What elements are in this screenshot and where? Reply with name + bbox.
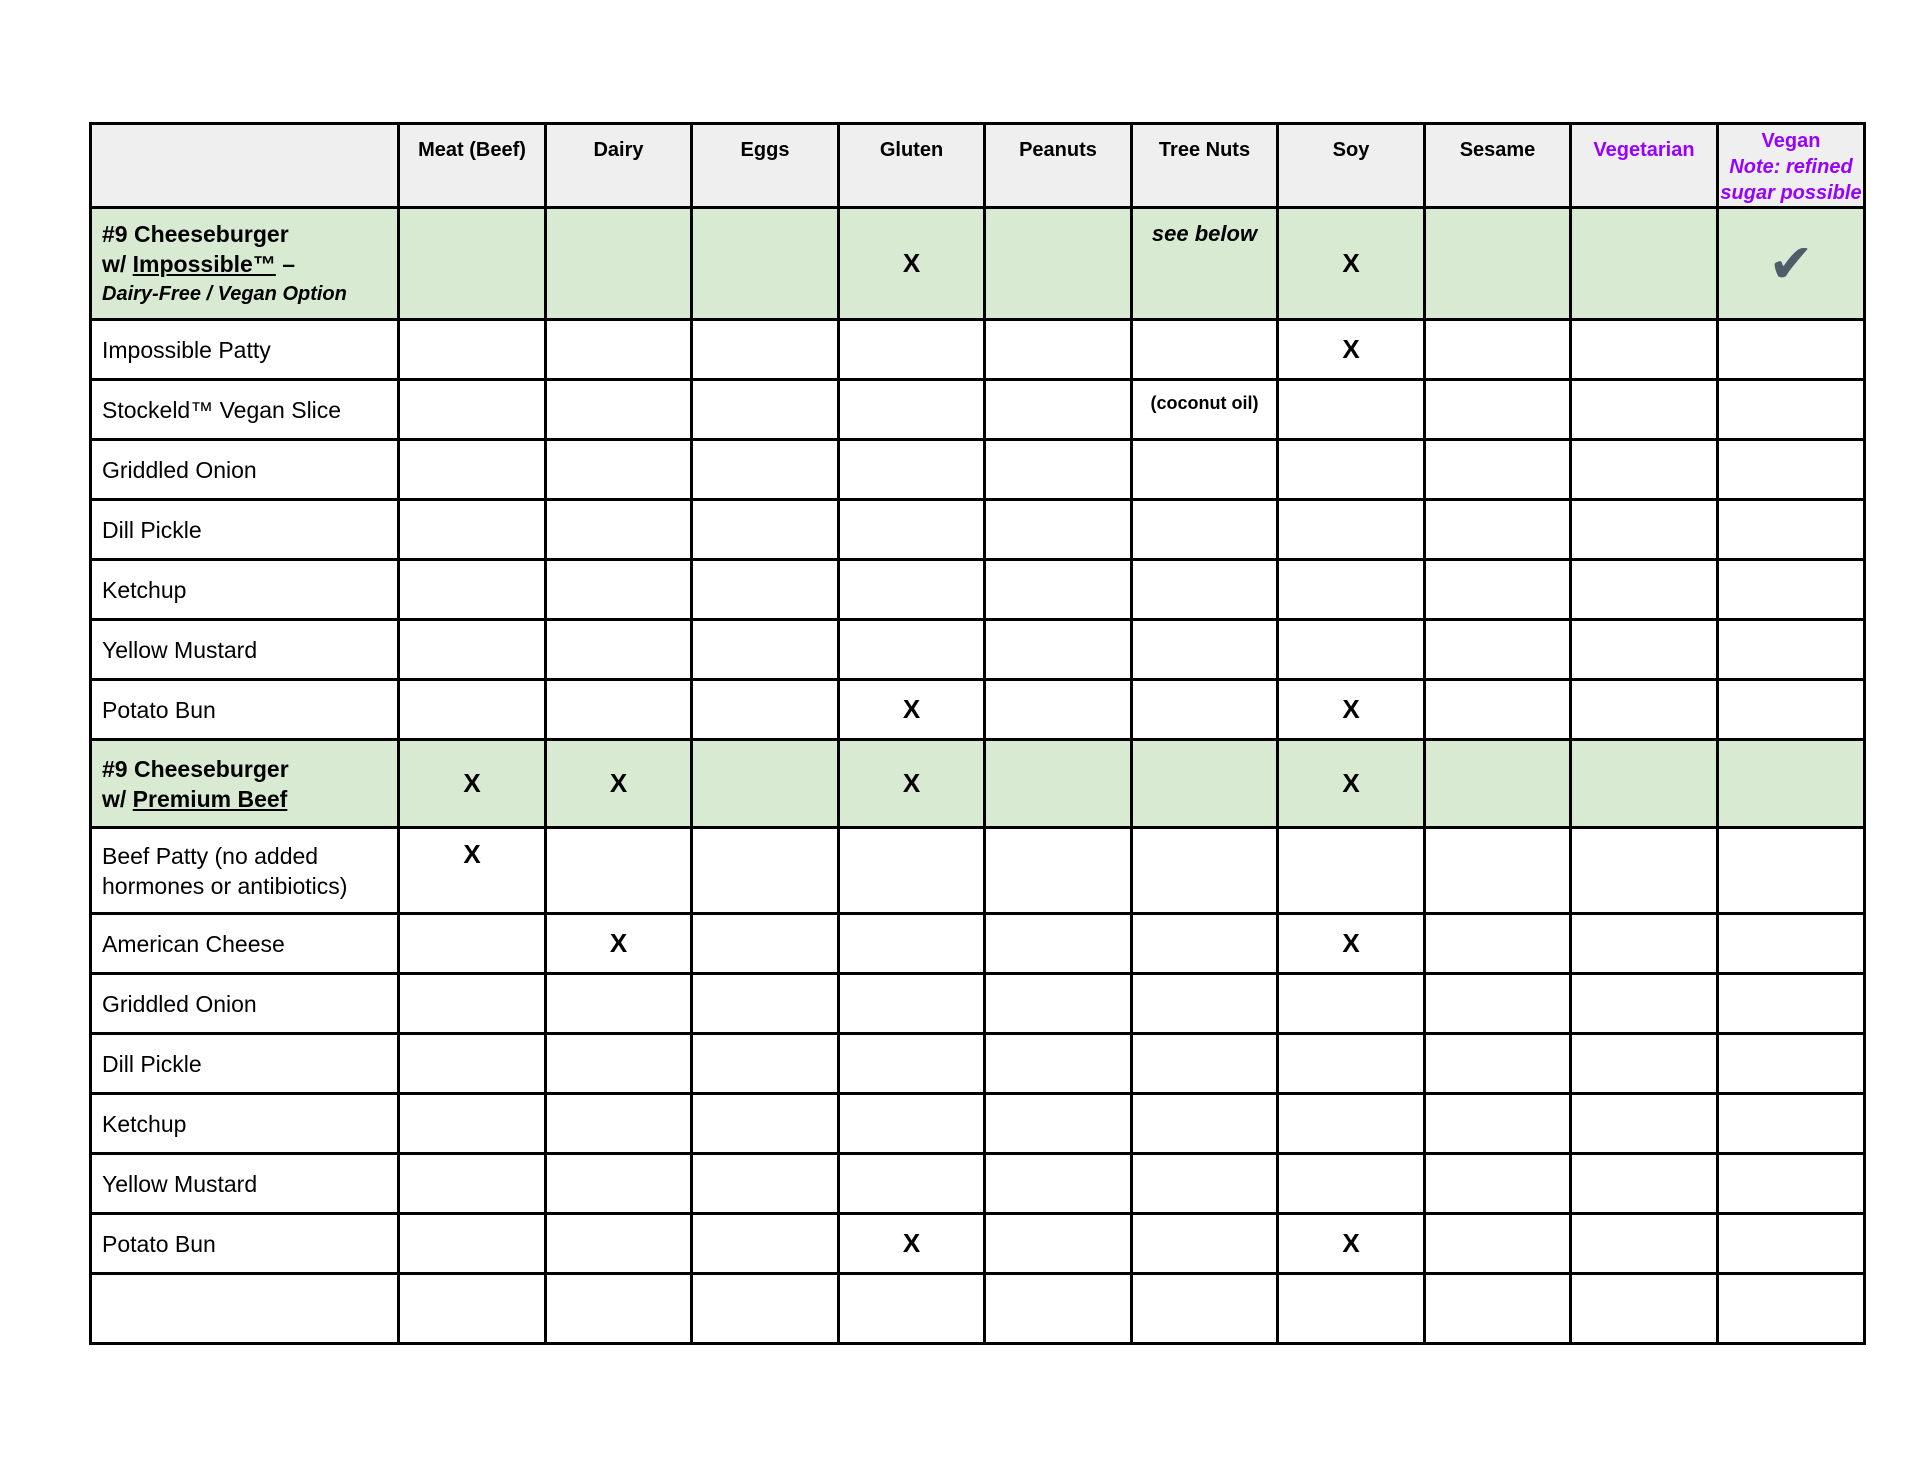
cell-vegan bbox=[1718, 208, 1865, 320]
item-name: Ketchup bbox=[91, 560, 399, 620]
cell-sesame bbox=[1425, 1154, 1571, 1214]
cell-meat bbox=[399, 1214, 546, 1274]
item-name: Dill Pickle bbox=[91, 500, 399, 560]
item-name: Griddled Onion bbox=[91, 974, 399, 1034]
item-name: Dill Pickle bbox=[91, 1034, 399, 1094]
cell-vegetarian bbox=[1571, 680, 1718, 740]
header-tree-nuts: Tree Nuts bbox=[1132, 124, 1278, 208]
cell-peanuts bbox=[985, 974, 1132, 1034]
header-vegan-label: Vegan bbox=[1761, 130, 1821, 152]
cell-soy bbox=[1278, 1094, 1425, 1154]
cell-eggs bbox=[692, 1034, 839, 1094]
cell-sesame bbox=[1425, 974, 1571, 1034]
cell-dairy bbox=[546, 680, 692, 740]
item-row bbox=[91, 380, 1865, 440]
cell-dairy bbox=[546, 500, 692, 560]
cell-eggs bbox=[692, 440, 839, 500]
group-title bbox=[91, 740, 399, 828]
empty-cell bbox=[985, 1274, 1132, 1344]
item-name: Beef Patty (no added hormones or antibiotics) bbox=[91, 828, 399, 914]
cell-tree-nuts bbox=[1132, 320, 1278, 380]
cell-peanuts bbox=[985, 440, 1132, 500]
cell-meat: X bbox=[399, 828, 546, 914]
cell-sesame bbox=[1425, 1214, 1571, 1274]
header-eggs: Eggs bbox=[692, 124, 839, 208]
group-title bbox=[91, 208, 399, 320]
cell-meat bbox=[399, 1154, 546, 1214]
item-name: Potato Bun bbox=[91, 1214, 399, 1274]
cell-soy bbox=[1278, 560, 1425, 620]
cell-dairy bbox=[546, 1094, 692, 1154]
cell-meat bbox=[399, 680, 546, 740]
empty-row bbox=[91, 1274, 1865, 1344]
cell-vegetarian bbox=[1571, 620, 1718, 680]
cell-peanuts bbox=[985, 1214, 1132, 1274]
cell-vegetarian bbox=[1571, 974, 1718, 1034]
cell-gluten: X bbox=[839, 208, 985, 320]
cell-tree-nuts bbox=[1132, 1034, 1278, 1094]
cell-meat bbox=[399, 320, 546, 380]
header-blank bbox=[91, 124, 399, 208]
cell-eggs bbox=[692, 740, 839, 828]
empty-cell bbox=[546, 1274, 692, 1344]
header-vegan-note: Note: refined sugar possible bbox=[1720, 156, 1862, 204]
cell-dairy bbox=[546, 440, 692, 500]
empty-cell bbox=[1425, 1274, 1571, 1344]
cell-tree-nuts bbox=[1132, 1154, 1278, 1214]
item-row bbox=[91, 1094, 1865, 1154]
cell-tree-nuts bbox=[1132, 680, 1278, 740]
cell-eggs bbox=[692, 1154, 839, 1214]
cell-peanuts bbox=[985, 914, 1132, 974]
cell-soy: X bbox=[1278, 320, 1425, 380]
cell-gluten bbox=[839, 560, 985, 620]
cell-soy bbox=[1278, 500, 1425, 560]
cell-eggs bbox=[692, 680, 839, 740]
item-row bbox=[91, 828, 1865, 914]
cell-eggs bbox=[692, 560, 839, 620]
cell-eggs bbox=[692, 828, 839, 914]
item-name: Yellow Mustard bbox=[91, 1154, 399, 1214]
cell-vegan bbox=[1718, 1214, 1865, 1274]
cell-eggs bbox=[692, 1094, 839, 1154]
cell-meat bbox=[399, 914, 546, 974]
check-icon: ✔ bbox=[1768, 233, 1814, 294]
item-name: American Cheese bbox=[91, 914, 399, 974]
cell-sesame bbox=[1425, 380, 1571, 440]
cell-peanuts bbox=[985, 500, 1132, 560]
allergen-table bbox=[89, 122, 1866, 1345]
cell-dairy bbox=[546, 974, 692, 1034]
cell-vegetarian bbox=[1571, 914, 1718, 974]
cell-peanuts bbox=[985, 560, 1132, 620]
cell-gluten bbox=[839, 320, 985, 380]
header-soy: Soy bbox=[1278, 124, 1425, 208]
cell-tree-nuts bbox=[1132, 974, 1278, 1034]
empty-cell bbox=[692, 1274, 839, 1344]
cell-gluten bbox=[839, 974, 985, 1034]
cell-peanuts bbox=[985, 1034, 1132, 1094]
cell-meat bbox=[399, 1094, 546, 1154]
cell-meat bbox=[399, 208, 546, 320]
cell-meat bbox=[399, 560, 546, 620]
cell-vegetarian bbox=[1571, 440, 1718, 500]
cell-soy bbox=[1278, 974, 1425, 1034]
item-row bbox=[91, 320, 1865, 380]
cell-meat bbox=[399, 620, 546, 680]
item-name: Impossible Patty bbox=[91, 320, 399, 380]
item-row bbox=[91, 1034, 1865, 1094]
cell-vegan bbox=[1718, 914, 1865, 974]
cell-gluten bbox=[839, 1034, 985, 1094]
cell-sesame bbox=[1425, 208, 1571, 320]
header-meat-beef: Meat (Beef) bbox=[399, 124, 546, 208]
group-title-line1: #9 Cheeseburger bbox=[102, 755, 289, 782]
item-name: Stockeld™ Vegan Slice bbox=[91, 380, 399, 440]
cell-gluten bbox=[839, 500, 985, 560]
cell-dairy bbox=[546, 828, 692, 914]
cell-gluten bbox=[839, 1094, 985, 1154]
cell-vegetarian bbox=[1571, 828, 1718, 914]
cell-soy bbox=[1278, 1154, 1425, 1214]
group-row bbox=[91, 208, 1865, 320]
cell-vegetarian bbox=[1571, 560, 1718, 620]
item-row bbox=[91, 974, 1865, 1034]
cell-dairy bbox=[546, 1034, 692, 1094]
cell-soy bbox=[1278, 380, 1425, 440]
cell-vegan bbox=[1718, 320, 1865, 380]
item-name: Potato Bun bbox=[91, 680, 399, 740]
cell-eggs bbox=[692, 380, 839, 440]
empty-cell bbox=[399, 1274, 546, 1344]
cell-sesame bbox=[1425, 1034, 1571, 1094]
group-title-suffix: – bbox=[275, 250, 296, 277]
group-title-line2 bbox=[102, 784, 387, 814]
cell-soy: X bbox=[1278, 914, 1425, 974]
cell-vegetarian bbox=[1571, 380, 1718, 440]
cell-soy: X bbox=[1278, 680, 1425, 740]
cell-peanuts bbox=[985, 208, 1132, 320]
empty-cell bbox=[1718, 1274, 1865, 1344]
cell-vegetarian bbox=[1571, 1034, 1718, 1094]
cell-tree-nuts bbox=[1132, 1214, 1278, 1274]
cell-meat bbox=[399, 500, 546, 560]
cell-vegetarian bbox=[1571, 1214, 1718, 1274]
group-title-line2 bbox=[102, 249, 387, 279]
cell-peanuts bbox=[985, 320, 1132, 380]
cell-sesame bbox=[1425, 620, 1571, 680]
table-body bbox=[91, 208, 1865, 1344]
item-name: Yellow Mustard bbox=[91, 620, 399, 680]
group-title-prefix: w/ bbox=[102, 785, 133, 812]
cell-dairy: X bbox=[546, 740, 692, 828]
item-row bbox=[91, 500, 1865, 560]
cell-vegan bbox=[1718, 1154, 1865, 1214]
cell-eggs bbox=[692, 974, 839, 1034]
cell-eggs bbox=[692, 1214, 839, 1274]
cell-sesame bbox=[1425, 500, 1571, 560]
group-title-prefix: w/ bbox=[102, 250, 133, 277]
item-row bbox=[91, 1154, 1865, 1214]
cell-peanuts bbox=[985, 740, 1132, 828]
header-row bbox=[91, 124, 1865, 208]
cell-sesame bbox=[1425, 560, 1571, 620]
header-vegan bbox=[1718, 124, 1865, 208]
cell-gluten bbox=[839, 620, 985, 680]
cell-peanuts bbox=[985, 1154, 1132, 1214]
cell-vegan bbox=[1718, 680, 1865, 740]
cell-soy bbox=[1278, 620, 1425, 680]
cell-gluten bbox=[839, 828, 985, 914]
cell-vegan bbox=[1718, 620, 1865, 680]
cell-gluten bbox=[839, 1154, 985, 1214]
cell-sesame bbox=[1425, 740, 1571, 828]
cell-soy bbox=[1278, 828, 1425, 914]
cell-meat bbox=[399, 380, 546, 440]
cell-gluten: X bbox=[839, 740, 985, 828]
empty-cell bbox=[1571, 1274, 1718, 1344]
item-name: Ketchup bbox=[91, 1094, 399, 1154]
header-gluten: Gluten bbox=[839, 124, 985, 208]
cell-vegan bbox=[1718, 740, 1865, 828]
header-peanuts: Peanuts bbox=[985, 124, 1132, 208]
cell-dairy: X bbox=[546, 914, 692, 974]
cell-peanuts bbox=[985, 828, 1132, 914]
cell-eggs bbox=[692, 500, 839, 560]
cell-gluten bbox=[839, 914, 985, 974]
cell-gluten bbox=[839, 440, 985, 500]
item-name: Griddled Onion bbox=[91, 440, 399, 500]
empty-cell bbox=[91, 1274, 399, 1344]
cell-peanuts bbox=[985, 680, 1132, 740]
cell-vegetarian bbox=[1571, 1094, 1718, 1154]
item-row bbox=[91, 620, 1865, 680]
cell-dairy bbox=[546, 620, 692, 680]
empty-cell bbox=[1132, 1274, 1278, 1344]
item-row bbox=[91, 1214, 1865, 1274]
cell-meat bbox=[399, 974, 546, 1034]
cell-vegan bbox=[1718, 828, 1865, 914]
cell-tree-nuts bbox=[1132, 828, 1278, 914]
cell-gluten: X bbox=[839, 1214, 985, 1274]
cell-vegan bbox=[1718, 1094, 1865, 1154]
cell-dairy bbox=[546, 1154, 692, 1214]
cell-vegan bbox=[1718, 560, 1865, 620]
cell-gluten bbox=[839, 380, 985, 440]
cell-soy: X bbox=[1278, 740, 1425, 828]
group-title-line1: #9 Cheeseburger bbox=[102, 220, 289, 247]
cell-tree-nuts bbox=[1132, 1094, 1278, 1154]
cell-gluten: X bbox=[839, 680, 985, 740]
cell-tree-nuts bbox=[1132, 440, 1278, 500]
cell-tree-nuts: (coconut oil) bbox=[1132, 380, 1278, 440]
cell-vegan bbox=[1718, 500, 1865, 560]
cell-meat: X bbox=[399, 740, 546, 828]
cell-dairy bbox=[546, 208, 692, 320]
empty-cell bbox=[839, 1274, 985, 1344]
cell-sesame bbox=[1425, 680, 1571, 740]
cell-eggs bbox=[692, 208, 839, 320]
header-sesame: Sesame bbox=[1425, 124, 1571, 208]
cell-meat bbox=[399, 440, 546, 500]
group-title-underlined: Impossible™ bbox=[132, 250, 276, 277]
cell-tree-nuts bbox=[1132, 620, 1278, 680]
header-dairy: Dairy bbox=[546, 124, 692, 208]
cell-peanuts bbox=[985, 380, 1132, 440]
cell-vegan bbox=[1718, 440, 1865, 500]
cell-vegan bbox=[1718, 1034, 1865, 1094]
cell-soy bbox=[1278, 1034, 1425, 1094]
cell-meat bbox=[399, 1034, 546, 1094]
cell-tree-nuts: see below bbox=[1132, 208, 1278, 320]
cell-sesame bbox=[1425, 440, 1571, 500]
cell-peanuts bbox=[985, 1094, 1132, 1154]
cell-tree-nuts bbox=[1132, 914, 1278, 974]
group-title-underlined: Premium Beef bbox=[132, 785, 288, 812]
cell-sesame bbox=[1425, 320, 1571, 380]
cell-sesame bbox=[1425, 914, 1571, 974]
cell-soy: X bbox=[1278, 1214, 1425, 1274]
cell-vegan bbox=[1718, 974, 1865, 1034]
cell-sesame bbox=[1425, 828, 1571, 914]
group-row bbox=[91, 740, 1865, 828]
cell-eggs bbox=[692, 320, 839, 380]
cell-peanuts bbox=[985, 620, 1132, 680]
cell-tree-nuts bbox=[1132, 740, 1278, 828]
cell-dairy bbox=[546, 380, 692, 440]
cell-vegan bbox=[1718, 380, 1865, 440]
cell-tree-nuts bbox=[1132, 500, 1278, 560]
cell-vegetarian bbox=[1571, 208, 1718, 320]
cell-eggs bbox=[692, 620, 839, 680]
cell-sesame bbox=[1425, 1094, 1571, 1154]
item-row bbox=[91, 914, 1865, 974]
empty-cell bbox=[1278, 1274, 1425, 1344]
cell-eggs bbox=[692, 914, 839, 974]
cell-vegetarian bbox=[1571, 500, 1718, 560]
cell-vegetarian bbox=[1571, 320, 1718, 380]
item-row bbox=[91, 680, 1865, 740]
item-row bbox=[91, 560, 1865, 620]
cell-dairy bbox=[546, 320, 692, 380]
cell-soy bbox=[1278, 440, 1425, 500]
cell-vegetarian bbox=[1571, 740, 1718, 828]
header-vegetarian: Vegetarian bbox=[1571, 124, 1718, 208]
cell-soy: X bbox=[1278, 208, 1425, 320]
item-row bbox=[91, 440, 1865, 500]
group-subtitle: Dairy-Free / Vegan Option bbox=[102, 282, 347, 305]
cell-dairy bbox=[546, 1214, 692, 1274]
cell-vegetarian bbox=[1571, 1154, 1718, 1214]
cell-dairy bbox=[546, 560, 692, 620]
cell-tree-nuts bbox=[1132, 560, 1278, 620]
